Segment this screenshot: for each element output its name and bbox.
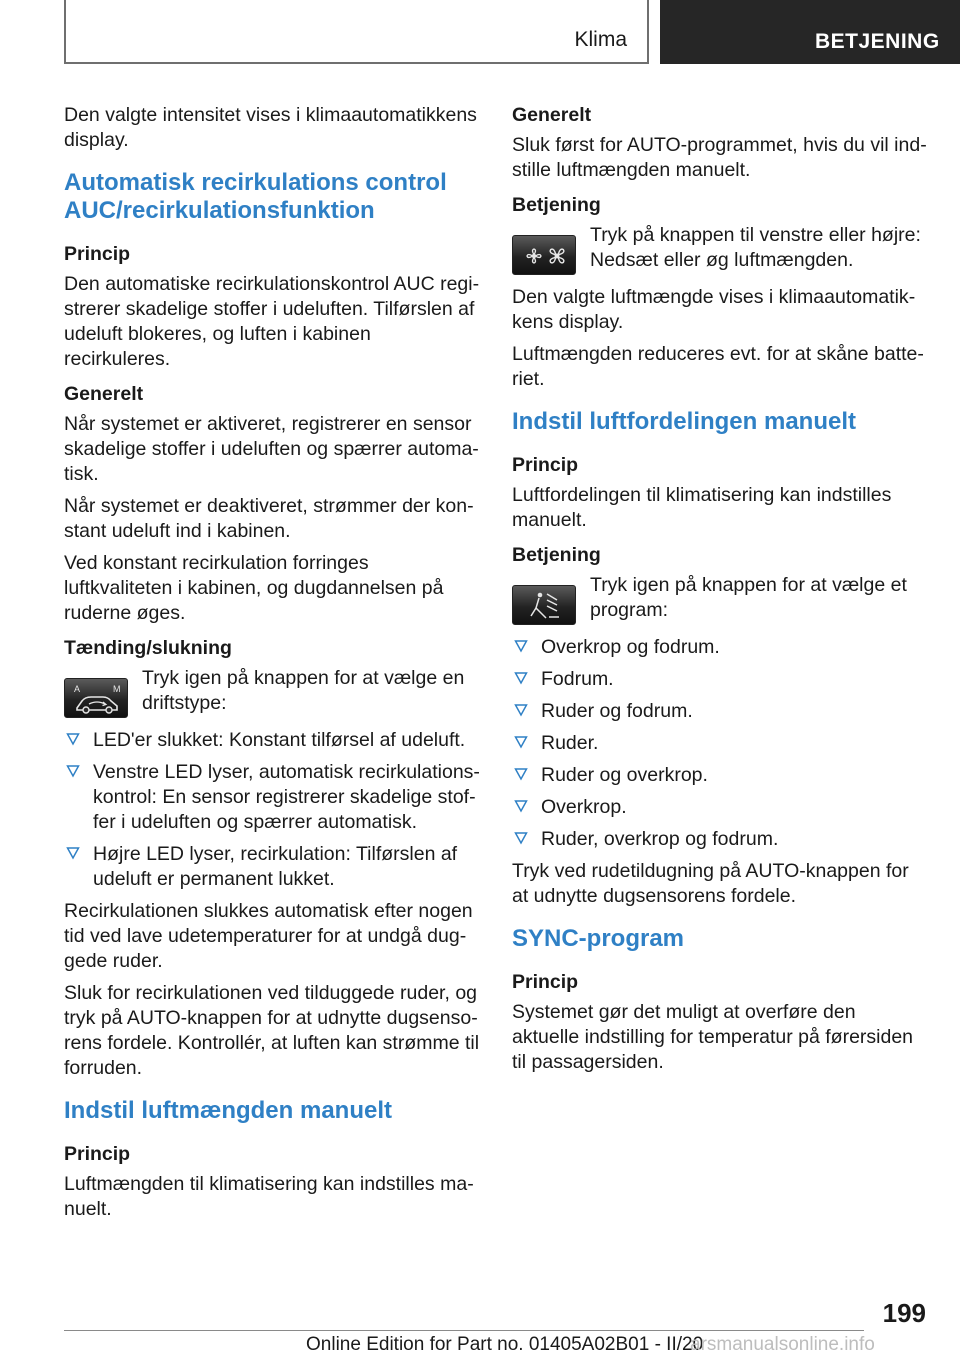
heading-princip-3: Princip — [512, 454, 579, 476]
triangle-bullet-icon — [66, 846, 80, 860]
fan-button-row — [512, 223, 928, 275]
heading-luftfordeling: Indstil luftfordelingen manuelt — [512, 408, 856, 435]
betjening-paragraph-1: Den valgte luftmængde vises i klimaautomatikkens display. — [512, 286, 916, 333]
list-item: LED'er slukket: Konstant tilførsel af udeluft. — [64, 728, 480, 753]
triangle-bullet-icon — [514, 767, 528, 781]
luftfordeling-paragraph: Luftfordelingen til klimatisering kan indstilles manuelt. — [512, 484, 892, 531]
intro-paragraph: Den valgte intensitet vises i klimaautomatikkens display. — [64, 104, 477, 151]
list-item: Ruder, overkrop og fodrum. — [512, 827, 928, 852]
header-chapter-title: BETJENING — [815, 30, 940, 53]
header-section-box — [64, 0, 649, 64]
heading-betjening: Betjening — [512, 194, 601, 216]
triangle-bullet-icon — [514, 639, 528, 653]
header-section-title: Klima — [574, 28, 627, 51]
generelt-right-paragraph: Sluk først for AUTO-programmet, hvis du vil indstille luftmængden manuelt. — [512, 134, 927, 181]
fan-button-text: Tryk på knappen til venstre eller højre: Nedsæt eller øg luftmængden. — [590, 224, 921, 271]
icon-label-a: A — [74, 684, 81, 694]
heading-princip-4: Princip — [512, 971, 579, 993]
operating-mode-list — [64, 728, 480, 892]
triangle-bullet-icon — [514, 703, 528, 717]
right-column — [512, 103, 928, 1082]
triangle-bullet-icon — [66, 732, 80, 746]
list-item: Ruder og overkrop. — [512, 763, 928, 788]
list-item: Højre LED lyser, recirkulation: Tilførslen af udeluft er permanent lukket. — [64, 842, 480, 892]
heading-sync: SYNC-program — [512, 925, 685, 952]
recirculation-button-text: Tryk igen på knappen for at vælge en driftstype: — [142, 667, 465, 714]
betjening-paragraph-2: Luftmængden reduceres evt. for at skåne batteriet. — [512, 343, 924, 390]
triangle-bullet-icon — [66, 764, 80, 778]
air-distribution-button-row — [512, 573, 928, 625]
air-distribution-list — [512, 635, 928, 852]
footer-divider — [64, 1330, 864, 1331]
footer-edition-text: Online Edition for Part no. 01405A02B01 - II/20 — [306, 1334, 704, 1355]
heading-auc: Automatisk recirkulations control AUC/recirkulationsfunktion — [64, 169, 447, 224]
heading-betjening-2: Betjening — [512, 544, 601, 566]
recirculation-paragraph-1: Recirkulationen slukkes automatisk efter nogen tid ved lave udetemperaturer for at undgå duggede ruder. — [64, 900, 473, 972]
heading-luftmaengde: Indstil luftmængden manuelt — [64, 1097, 392, 1124]
princip-paragraph: Den automatiske recirkulationskontrol AUC registrerer skadelige stoffer i udeluften. Tilførslen af udeluft blokeres, og luften i kabinen recirkuleres. — [64, 273, 480, 370]
heading-princip: Princip — [64, 243, 131, 265]
list-item: Venstre LED lyser, automatisk recirkulationskontrol: En sensor registrerer skadelige stoffer i udeluften og spærrer automatisk. — [64, 760, 480, 835]
icon-label-m: M — [113, 684, 121, 694]
footer-watermark: arsmanualsonline.info — [690, 1334, 875, 1355]
heading-generelt-2: Generelt — [512, 104, 592, 126]
air-distribution-button-text: Tryk igen på knappen for at vælge et program: — [590, 574, 907, 621]
list-item: Overkrop og fodrum. — [512, 635, 928, 660]
list-item: Ruder og fodrum. — [512, 699, 928, 724]
air-distribution-button-icon — [512, 585, 576, 625]
heading-princip-2: Princip — [64, 1143, 131, 1165]
fan-speed-button-icon — [512, 235, 576, 275]
luftmaengde-paragraph: Luftmængden til klimatisering kan indstilles manuelt. — [64, 1173, 474, 1220]
list-item: Ruder. — [512, 731, 928, 756]
triangle-bullet-icon — [514, 671, 528, 685]
generelt-paragraph-2: Når systemet er deaktiveret, strømmer der konstant udeluft ind i kabinen. — [64, 495, 474, 542]
list-item: Fodrum. — [512, 667, 928, 692]
left-column — [64, 103, 480, 1229]
recirculation-button-icon — [64, 678, 128, 718]
heading-taending: Tænding/slukning — [64, 637, 232, 659]
recirculation-paragraph-2: Sluk for recirkulationen ved tilduggede ruder, og tryk på AUTO-knappen for at udnytte dugsensorens fordele. Kontrollér, at luften kan strømme til forruden. — [64, 982, 480, 1079]
generelt-paragraph-1: Når systemet er aktiveret, registrerer en sensor skadelige stoffer i udeluften og spærrer automatisk. — [64, 413, 479, 485]
heading-generelt: Generelt — [64, 383, 144, 405]
recirculation-button-row — [64, 666, 480, 718]
triangle-bullet-icon — [514, 735, 528, 749]
triangle-bullet-icon — [514, 831, 528, 845]
sync-paragraph: Systemet gør det muligt at overføre den aktuelle indstilling for temperatur på førersiden til passagersiden. — [512, 1001, 914, 1073]
list-item: Overkrop. — [512, 795, 928, 820]
page-number: 199 — [882, 1298, 926, 1328]
header-chapter-box — [660, 0, 960, 64]
rudetildugning-paragraph: Tryk ved rudetildugning på AUTO-knappen for at udnytte dugsensorens fordele. — [512, 860, 909, 907]
generelt-paragraph-3: Ved konstant recirkulation forringes luftkvaliteten i kabinen, og dugdannelsen på ruderne øges. — [64, 552, 444, 624]
triangle-bullet-icon — [514, 799, 528, 813]
